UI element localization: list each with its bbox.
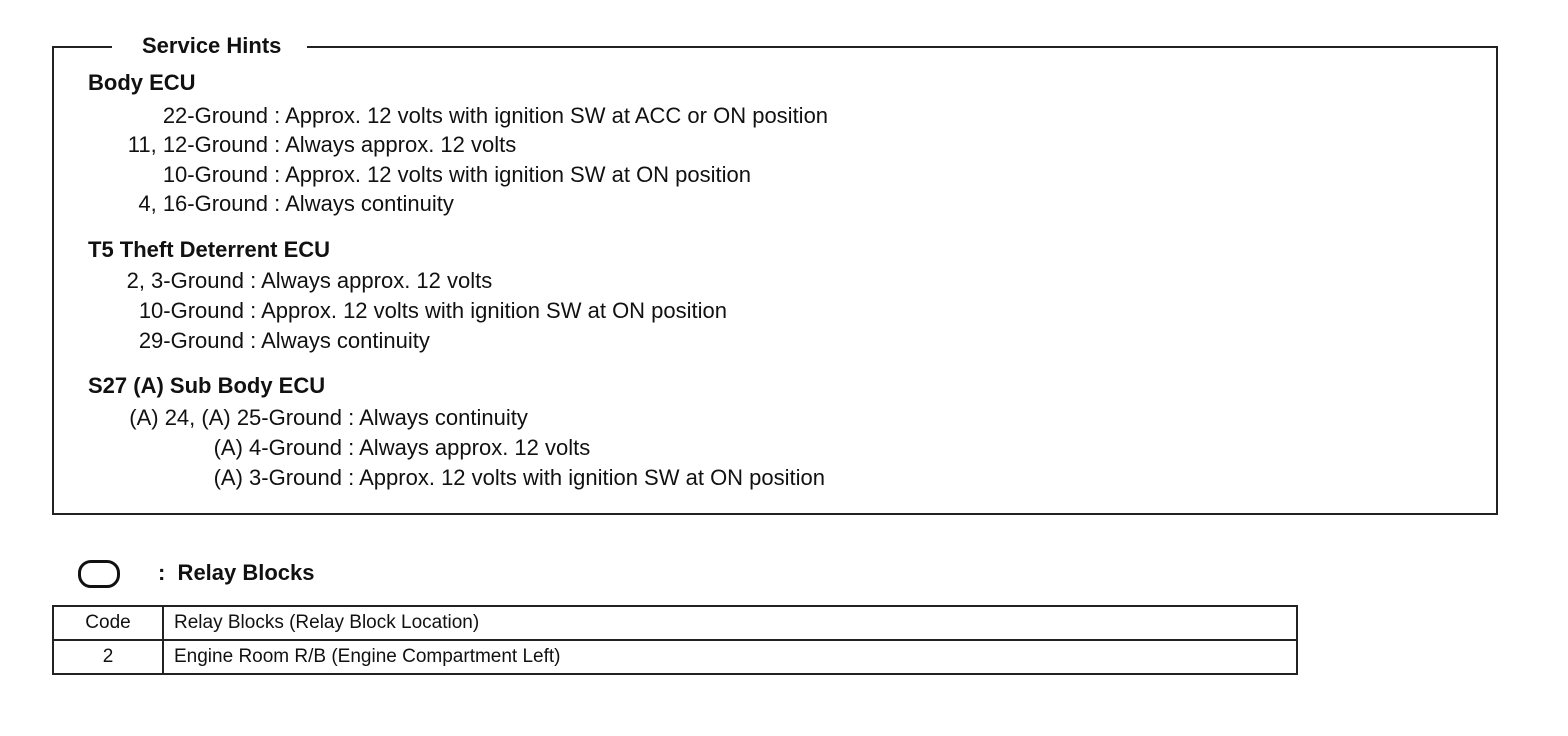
relay-blocks-table <box>52 605 1298 675</box>
hint-terminal: (A) 3-Ground <box>213 465 342 490</box>
hint-terminal: (A) 4-Ground <box>213 435 342 460</box>
hint-description: : Approx. 12 volts with ignition SW at ON position <box>250 298 728 323</box>
section-heading-body-ecu: Body ECU <box>88 70 196 95</box>
hint-line <box>96 131 516 159</box>
hint-terminal: 10-Ground <box>162 162 268 187</box>
hint-line <box>96 267 492 295</box>
hint-description: : Always approx. 12 volts <box>348 435 591 460</box>
table-header-code: Code <box>53 606 163 640</box>
hint-line <box>94 464 825 492</box>
hint-terminal: (A) 24, (A) 25-Ground <box>129 405 342 430</box>
section-heading-sub-body-ecu: S27 (A) Sub Body ECU <box>88 373 326 398</box>
hint-line <box>96 327 430 355</box>
hint-terminal: 22-Ground <box>162 103 268 128</box>
section-heading-theft-deterrent-ecu: T5 Theft Deterrent ECU <box>88 237 331 262</box>
hint-line <box>94 434 590 462</box>
relay-blocks-legend-label: : Relay Blocks <box>158 560 315 585</box>
service-hints-title: Service Hints <box>112 32 307 60</box>
hint-description: : Approx. 12 volts with ignition SW at ON position <box>348 465 826 490</box>
hint-line <box>96 190 454 218</box>
hint-line <box>96 161 751 189</box>
hint-line <box>94 404 528 432</box>
table-header-row <box>53 606 1297 640</box>
hint-description: : Approx. 12 volts with ignition SW at ACC or ON position <box>274 103 829 128</box>
hint-line <box>96 297 727 325</box>
hint-terminal: 2, 3-Ground <box>126 268 244 293</box>
hint-description: : Always approx. 12 volts <box>274 132 517 157</box>
relay-block-symbol-icon <box>78 560 120 588</box>
hint-description: : Always approx. 12 volts <box>250 268 493 293</box>
hint-terminal: 29-Ground <box>138 328 244 353</box>
hint-description: : Always continuity <box>274 191 454 216</box>
hint-description: : Approx. 12 volts with ignition SW at ON position <box>274 162 752 187</box>
table-header-relay-blocks: Relay Blocks (Relay Block Location) <box>163 606 1297 640</box>
hint-terminal: 11, 12-Ground <box>127 132 268 157</box>
hint-terminal: 10-Ground <box>138 298 244 323</box>
table-cell-code: 2 <box>53 640 163 674</box>
table-cell-location: Engine Room R/B (Engine Compartment Left) <box>163 640 1297 674</box>
hint-terminal: 4, 16-Ground <box>138 191 268 216</box>
hint-line <box>96 102 828 130</box>
hint-description: : Always continuity <box>250 328 430 353</box>
hint-description: : Always continuity <box>348 405 528 430</box>
table-row <box>53 640 1297 674</box>
